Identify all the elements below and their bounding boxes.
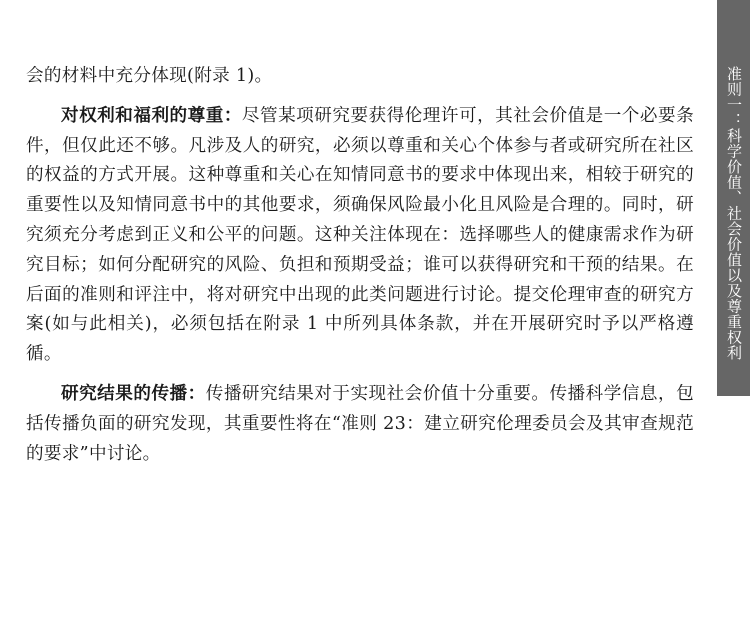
- chapter-side-tab: [717, 0, 750, 396]
- paragraph-respect-rights: [26, 101, 694, 370]
- paragraph-heading: 研究结果的传播：: [61, 382, 206, 404]
- paragraph-text: 会的材料中充分体现(附录 1)。: [26, 66, 273, 86]
- paragraph-text: 尽管某项研究要获得伦理许可，其社会价值是一个必要条件，但仅此还不够。凡涉及人的研究，必须以尊重和关心个体参与者或研究所在社区的权益的方式开展。这种尊重和关心在知情同意书的要求中体现出来，相较于研究的重要性以及知情同意书中的其他要求，须确保风险最小化且风险是合理的。同时，研究须充分考虑到正义和公平的问题。这种关注体现在：选择哪些人的健康需求作为研究目标；如何分配研究的风险、负担和预期受益；谁可以获得研究和干预的结果。在后面的准则和评注中，将对研究中出现的此类问题进行讨论。提交伦理审查的研究方案(如与此相关)，必须包括在附录 1 中所列具体条款，并在开展研究时予以严格遵循。: [26, 105, 694, 365]
- paragraph-dissemination: [26, 379, 694, 469]
- paragraph-continuation: [26, 62, 694, 92]
- main-text: [26, 62, 694, 478]
- chapter-side-tab-label: 准则一：科学价值、社会价值以及尊重权利: [725, 66, 743, 361]
- paragraph-heading: 对权利和福利的尊重：: [61, 104, 242, 126]
- paragraph-text: 传播研究结果对于实现社会价值十分重要。传播科学信息，包括传播负面的研究发现，其重要性将在“准则 23：建立研究伦理委员会及其审查规范的要求”中讨论。: [26, 383, 694, 464]
